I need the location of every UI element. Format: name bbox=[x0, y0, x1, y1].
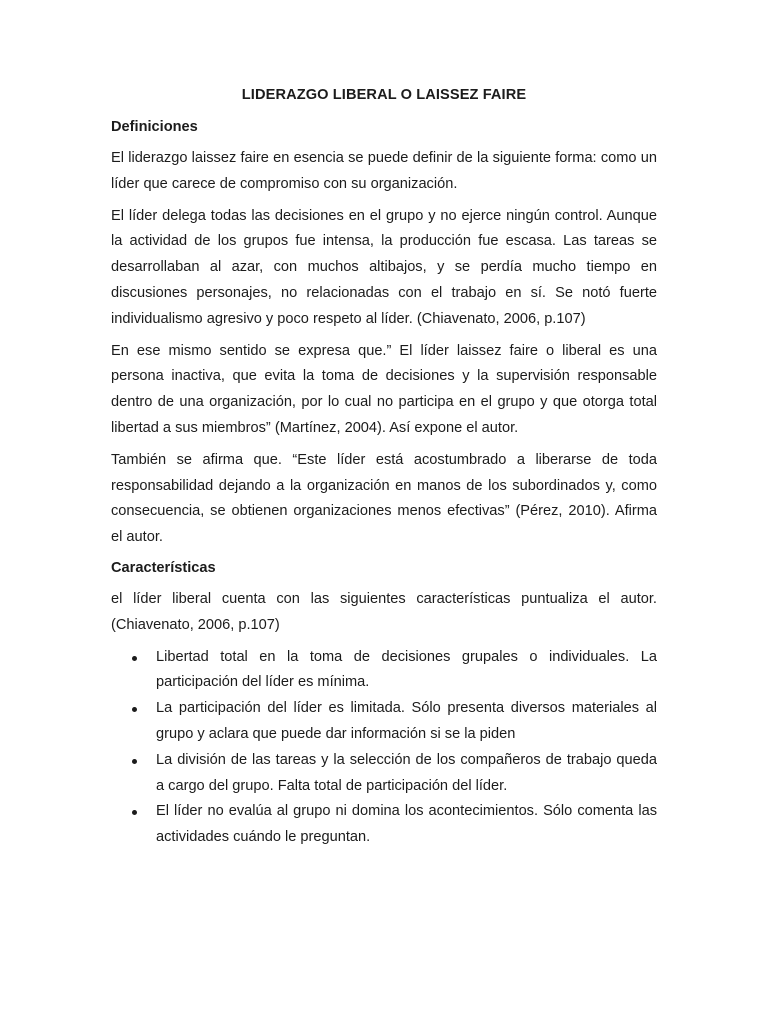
bullet-dot-icon bbox=[132, 707, 137, 712]
characteristics-intro: el líder liberal cuenta con las siguientes características puntualiza el autor. (Chiavenato, 2006, p.107) bbox=[111, 590, 657, 633]
document-title: LIDERAZGO LIBERAL O LAISSEZ FAIRE bbox=[241, 87, 527, 103]
paragraph: El líder delega todas las decisiones en el grupo y no ejerce ningún control. Aunque la actividad de los grupos fue intensa, la producción fue escasa. Las tareas se desarrollaban al azar, con muchos altibajos, y se perdía mucho tiempo en discusiones personajes, no relacionadas con el trabajo en sí. Se notó fuerte individualismo agresivo y poco respeto al líder. (Chiavenato, 2006, p.107) bbox=[111, 207, 657, 327]
section-heading-caracteristicas: Características bbox=[111, 559, 216, 576]
list-item-text: La división de las tareas y la selección de los compañeros de trabajo queda a cargo del grupo. Falta total de participación del líder. bbox=[156, 751, 657, 794]
paragraph: En ese mismo sentido se expresa que.” El líder laissez faire o liberal es una persona inactiva, que evita la toma de decisiones y la supervisión responsable dentro de una organización, por lo cual no participa en el grupo y que otorga total libertad a sus miembros” (Martínez, 2004). Así expone el autor. bbox=[111, 342, 657, 436]
list-item-text: El líder no evalúa al grupo ni domina los acontecimientos. Sólo comenta las actividades cuándo le preguntan. bbox=[156, 803, 657, 846]
document-page bbox=[111, 84, 657, 851]
list-item bbox=[111, 748, 657, 800]
list-item-text: La participación del líder es limitada. Sólo presenta diversos materiales al grupo y aclara que puede dar información si se la piden bbox=[156, 700, 657, 742]
characteristics-list bbox=[111, 645, 657, 851]
bullet-dot-icon bbox=[132, 810, 137, 815]
list-item bbox=[111, 799, 657, 851]
list-item bbox=[111, 696, 657, 748]
list-item-text: Libertad total en la toma de decisiones grupales o individuales. La participación del líder es mínima. bbox=[156, 648, 657, 691]
paragraph: También se afirma que. “Este líder está acostumbrado a liberarse de toda responsabilidad dejando a la organización en manos de los subordinados y, como consecuencia, se obtienen organizaciones menos efectivas” (Pérez, 2010). Afirma el autor. bbox=[111, 451, 657, 546]
bullet-dot-icon bbox=[132, 656, 137, 661]
paragraph: El liderazgo laissez faire en esencia se puede definir de la siguiente forma: como un líder que carece de compromiso con su organización. bbox=[111, 150, 657, 192]
bullet-dot-icon bbox=[132, 759, 137, 764]
list-item bbox=[111, 645, 657, 697]
section-heading-definiciones: Definiciones bbox=[111, 119, 198, 135]
